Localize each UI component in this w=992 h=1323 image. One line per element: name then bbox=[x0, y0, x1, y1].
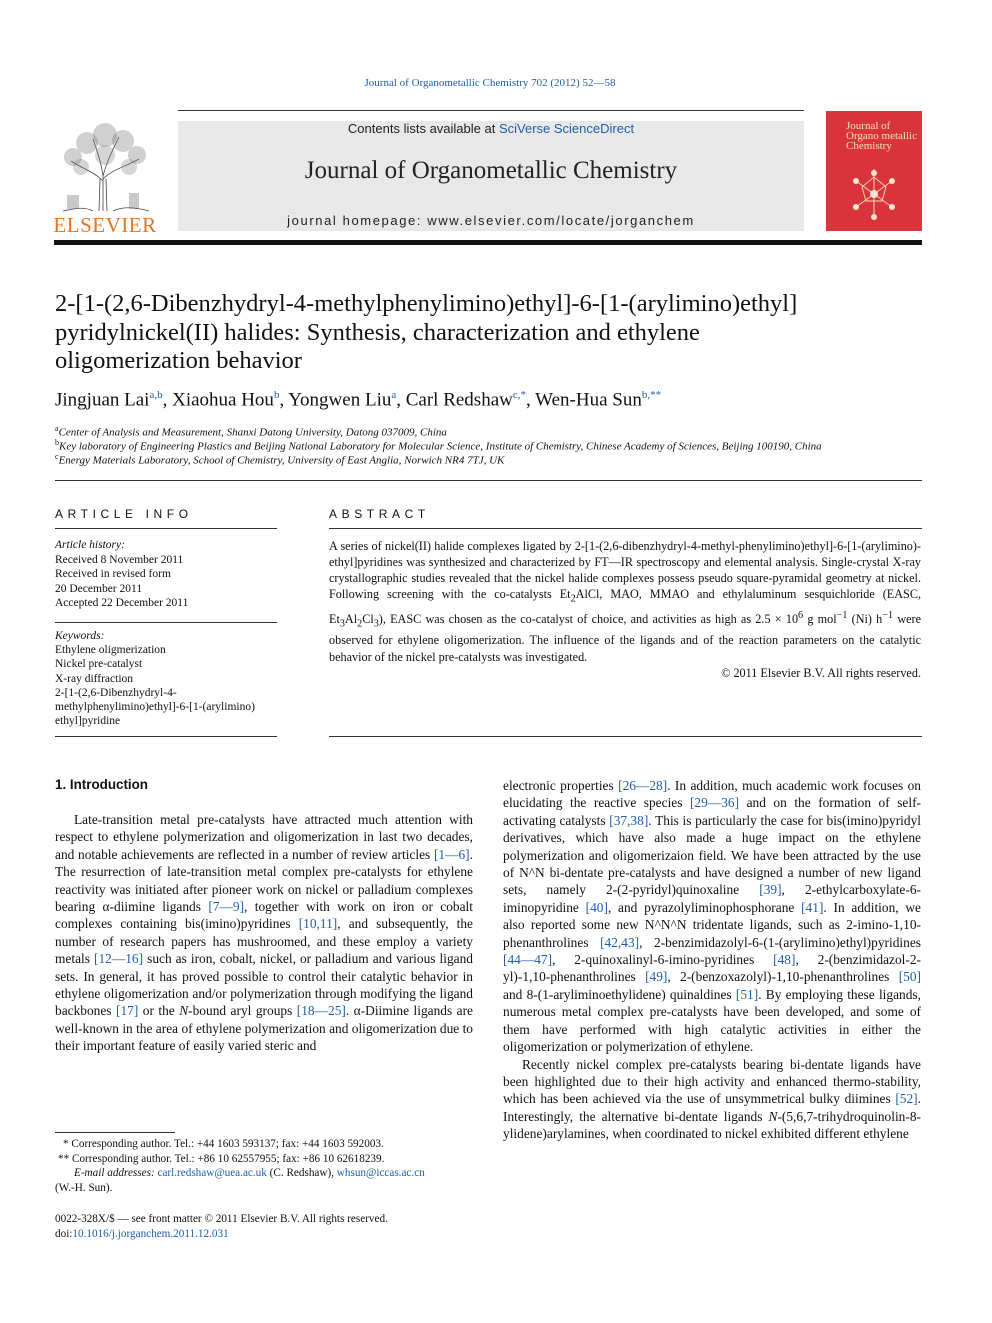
affiliation-text: Energy Materials Laboratory, School of Chemistry, University of East Anglia, Norwich NR4 7TJ, UK bbox=[58, 454, 505, 467]
text: electronic properties bbox=[503, 778, 619, 793]
body-column-left bbox=[55, 811, 473, 1055]
text: . The resurrection of late-transition metal complex pre-catalysts for ethylene reactivity was initiated after pioneer work on nickel or palladium complexes bearing α-diimine ligands bbox=[55, 846, 473, 915]
abstract-fragment: Cl bbox=[362, 611, 374, 626]
subscript: 3 bbox=[339, 618, 345, 630]
citation-link[interactable]: [49] bbox=[645, 969, 668, 985]
abstract-fragment: AlCl, MAO, MMAO and ethylaluminum sesquichloride (EASC, Et bbox=[329, 587, 921, 626]
article-title bbox=[55, 290, 935, 376]
citation-link[interactable]: [52] bbox=[895, 1091, 918, 1107]
citation-link[interactable]: [26—28] bbox=[618, 778, 668, 793]
author-list bbox=[55, 389, 661, 411]
affiliation-rule bbox=[55, 480, 922, 481]
author-name[interactable]: Carl Redshaw bbox=[405, 389, 513, 411]
citation-link[interactable]: [50] bbox=[898, 969, 921, 985]
abstract-fragment: A series of nickel(II) halide complexes ligated by 2-[1-(2,6-dibenzhydryl-4-methyl-phenylimino)ethyl]-6-[1-(arylimino)-ethyl]pyridines was synthesized and characterized by FT—IR spectroscopy and elemental analysis. Single-crystal X-ray crystallographic studies revealed that the nickel halide complexes possess pseudo square-pyramidal geometry at nickel. Following screening with the co-catalysts Et bbox=[329, 539, 921, 602]
author-affil-marker[interactable]: b,** bbox=[641, 389, 662, 401]
citation-link[interactable]: [51] bbox=[735, 986, 759, 1002]
article-info-rule bbox=[55, 528, 277, 529]
author-separator: , bbox=[396, 389, 406, 411]
author-separator: , bbox=[162, 389, 173, 411]
journal-banner bbox=[178, 121, 804, 231]
citation-link[interactable]: [12—16] bbox=[93, 951, 144, 967]
abstract-fragment: g mol bbox=[803, 611, 837, 626]
title-line: 2-[1-(2,6-Dibenzhydryl-4-methylphenylimino)ethyl]-6-[1-(arylimino)ethyl] bbox=[55, 290, 798, 317]
author-affil-marker[interactable]: b bbox=[273, 389, 280, 401]
footnote-rule bbox=[55, 1132, 175, 1133]
author-name[interactable]: Wen-Hua Sun bbox=[535, 389, 642, 411]
affiliation-text: Key laboratory of Engineering Plastics and Beijing National Laboratory for Molecular Science, Institute of Chemistry, Chinese Academy of Sciences, Beijing 100190, China bbox=[59, 440, 822, 453]
title-line: pyridylnickel(II) halides: Synthesis, characterization and ethylene bbox=[55, 318, 700, 346]
author-name[interactable]: Yongwen Liu bbox=[288, 389, 392, 411]
author-affil-marker[interactable]: a,b bbox=[149, 389, 163, 401]
journal-name: Journal of Organometallic Chemistry bbox=[304, 157, 678, 184]
citation-link[interactable]: [40] bbox=[585, 899, 608, 915]
elsevier-tree-icon bbox=[53, 121, 157, 213]
citation-link[interactable]: [7—9] bbox=[208, 899, 245, 915]
abstract-fragment: (Ni) h bbox=[847, 611, 883, 626]
doi-link[interactable]: 10.1016/j.jorganchem.2011.12.031 bbox=[72, 1228, 229, 1240]
text: , 2-benzimidazolyl-6-(1-(arylimino)ethyl)pyridines bbox=[639, 934, 921, 950]
footnote-emails bbox=[55, 1166, 473, 1181]
abstract-rule bbox=[329, 528, 922, 529]
text: , 2-ethylcarboxylate-6-iminopyridine bbox=[503, 882, 921, 915]
citation-link[interactable]: [39] bbox=[759, 882, 782, 898]
abstract-bottom-rule bbox=[329, 736, 922, 737]
footnotes bbox=[55, 1137, 473, 1195]
citation-link[interactable]: [41] bbox=[801, 899, 824, 915]
abstract-copyright: © 2011 Elsevier B.V. All rights reserved. bbox=[721, 666, 921, 680]
abstract-fragment: were observed for ethylene oligomerization. The influence of the ligands and of the reaction parameters on the catalytic behavior of the nickel pre-catalysts was investigated. bbox=[329, 611, 921, 664]
text: , and pyrazolyliminophosphorane bbox=[607, 899, 802, 915]
citation-link[interactable]: [1—6] bbox=[433, 846, 470, 862]
citation-link[interactable]: [18—25] bbox=[296, 1003, 346, 1019]
author-separator: , bbox=[526, 389, 536, 411]
email-owner: (W.-H. Sun). bbox=[55, 1181, 113, 1194]
history-label: Article history: bbox=[55, 539, 125, 551]
elsevier-logo bbox=[53, 121, 157, 237]
keyword-item: Ethylene oligmerization bbox=[55, 644, 166, 657]
affiliation-key: c bbox=[55, 452, 59, 461]
abstract-heading: ABSTRACT bbox=[329, 507, 430, 521]
text-italic: N bbox=[768, 1108, 778, 1124]
keywords-rule bbox=[55, 622, 277, 623]
superscript: 6 bbox=[798, 609, 804, 621]
sciencedirect-link[interactable]: SciVerse ScienceDirect bbox=[498, 121, 635, 136]
text: . By employing these ligands, numerous metal complex pre-catalysts have been developed, and some of them have performed with high catalytic activities in either the oligomerization or polymerization of ethylene. bbox=[503, 986, 921, 1055]
doi-label: doi: bbox=[55, 1228, 73, 1240]
text: and on the formation of self-activating catalysts bbox=[503, 795, 922, 828]
citation-link[interactable]: [37,38] bbox=[609, 812, 649, 828]
subscript: 2 bbox=[570, 593, 576, 605]
affiliation-key: a bbox=[55, 424, 59, 433]
text: , and subsequently, the number of research papers has mushroomed, and these employ a variety metals bbox=[55, 916, 473, 967]
section-heading-introduction: 1. Introduction bbox=[55, 777, 148, 792]
author-name[interactable]: Jingjuan Lai bbox=[55, 389, 150, 411]
author-separator: , bbox=[279, 389, 289, 411]
title-line: oligomerization behavior bbox=[55, 347, 302, 374]
email-owner: (C. Redshaw), bbox=[266, 1167, 337, 1180]
text: . Interestingly, the alternative bi-dentate ligands bbox=[503, 1091, 921, 1124]
article-info-bottom-rule bbox=[55, 736, 277, 737]
email-label: E-mail addresses: bbox=[74, 1167, 155, 1180]
keyword-item: X-ray diffraction bbox=[55, 672, 134, 685]
text: . In addition, we also reported some new N^N^N tridentate ligands, such as 2-imino-1,10-phenanthrolines bbox=[503, 899, 921, 950]
footnote-corresponding-1: * Corresponding author. Tel.: +44 1603 593137; fax: +44 1603 592003. bbox=[63, 1138, 384, 1150]
text: -(5,6,7-trihydroquinolin-8-ylidene)arylamines, when coordinated to nickel exhibited different ethylene bbox=[503, 1108, 921, 1142]
header-thick-rule bbox=[54, 240, 922, 245]
subscript: 2 bbox=[357, 618, 363, 630]
keywords bbox=[55, 629, 277, 728]
keyword-item: Nickel pre-catalyst bbox=[55, 658, 143, 671]
superscript: −1 bbox=[836, 609, 848, 621]
text: -bound aryl groups bbox=[188, 1003, 297, 1019]
history-item: 20 December 2011 bbox=[55, 582, 143, 595]
superscript: −1 bbox=[882, 609, 894, 621]
keyword-item: methylphenylimino)ethyl]-6-[1-(arylimino) bbox=[55, 701, 255, 714]
citation-link[interactable]: [17] bbox=[115, 1003, 139, 1019]
affiliation-text: Center of Analysis and Measurement, Shanxi Datong University, Datong 037009, China bbox=[58, 426, 447, 439]
paragraph bbox=[503, 1056, 921, 1143]
citation-link[interactable]: [48] bbox=[773, 952, 796, 968]
cover-molecule-icon bbox=[826, 111, 922, 231]
citation-link[interactable]: [44—47] bbox=[503, 952, 553, 968]
citation-link[interactable]: [29—36] bbox=[689, 795, 740, 811]
text: . This is particularly the case for bis(imino)pyridyl derivatives, which have also made a huge impact on the ethylene polymerization and oligomerizaion field. We have been attracted by the use of N^N bi-dentate pre-catalysts and have designed a number of new ligand sets, namely 2-(2-pyridyl)quinoxaline bbox=[503, 812, 921, 898]
text: , 2-(benzoxazolyl)-1,10-phenanthrolines bbox=[667, 969, 899, 985]
footnote-corresponding-2: ** Corresponding author. Tel.: +86 10 62557955; fax: +86 10 62618239. bbox=[58, 1152, 385, 1165]
elsevier-wordmark: ELSEVIER bbox=[53, 213, 157, 237]
text: such as iron, cobalt, nickel, or palladium and various ligand sets. In general, it has proved possible to control their catalytic behavior in ethylene oligomerization and/or polymerization through modifying the ligand backbones bbox=[55, 951, 473, 1019]
abstract-text bbox=[329, 538, 921, 665]
affiliation-key: b bbox=[55, 438, 59, 447]
text: . In addition, much academic work focuses on elucidating the reactive species bbox=[503, 778, 921, 811]
abstract-fragment: ), EASC was chosen as the co-catalyst of choice, and activities as high as 2.5 × 10 bbox=[378, 611, 799, 626]
paragraph bbox=[503, 777, 921, 1056]
journal-citation[interactable]: Journal of Organometallic Chemistry 702 (2012) 52—58 bbox=[364, 77, 616, 89]
text: and 8-(1-aryliminoethylidene) quinaldines bbox=[503, 986, 736, 1002]
email-link[interactable]: carl.redshaw@uea.ac.uk bbox=[157, 1167, 267, 1180]
email-link[interactable]: whsun@iccas.ac.cn bbox=[336, 1167, 425, 1180]
journal-homepage[interactable]: journal homepage: www.elsevier.com/locate/jorganchem bbox=[287, 213, 695, 228]
abstract-fragment: Al bbox=[344, 611, 358, 626]
text: or the bbox=[138, 1003, 180, 1019]
keyword-item: ethyl]pyridine bbox=[55, 715, 121, 728]
text: Late-transition metal pre-catalysts have attracted much attention with respect to ethylene polymerization and oligomerization in last two decades, and notable achievements are reflected in a number of review articles bbox=[55, 812, 473, 862]
text: Recently nickel complex pre-catalysts bearing bi-dentate ligands have been highlighted due to their high activity and enhanced thermo-stability, which has been achieved via the use of unsymmetrical bulky diimines bbox=[503, 1056, 921, 1107]
text: . α-Diimine ligands are well-known in the area of ethylene polymerization and oligomerization due to their important feature of easily varied steric and bbox=[55, 1003, 473, 1054]
article-info-heading: ARTICLE INFO bbox=[55, 507, 193, 521]
doi-line bbox=[55, 1227, 388, 1242]
journal-cover-thumbnail[interactable] bbox=[826, 111, 922, 231]
author-name[interactable]: Xiaohua Hou bbox=[172, 389, 274, 411]
history-item: Received in revised form bbox=[55, 568, 171, 580]
subscript: 3 bbox=[373, 618, 379, 630]
history-item: Received 8 November 2011 bbox=[55, 553, 184, 566]
issn-line: 0022-328X/$ — see front matter © 2011 Elsevier B.V. All rights reserved. bbox=[55, 1213, 388, 1225]
contents-line bbox=[178, 121, 804, 136]
history-item: Accepted 22 December 2011 bbox=[55, 597, 189, 609]
text: , together with work on iron or cobalt complexes containing bis(imino)pyridines bbox=[55, 899, 473, 932]
cover-title: Journal of Organo metallic Chemistry bbox=[846, 120, 917, 152]
article-history bbox=[55, 538, 188, 611]
article-meta bbox=[55, 1212, 388, 1242]
citation-link[interactable]: [42,43] bbox=[600, 934, 640, 950]
keyword-item: 2-[1-(2,6-Dibenzhydryl-4- bbox=[55, 686, 177, 699]
affiliation-a bbox=[55, 424, 447, 439]
text: , 2-(benzimidazol-2-yl)-1,10-phenanthrolines bbox=[503, 952, 922, 985]
keywords-label: Keywords: bbox=[55, 630, 105, 642]
citation-link[interactable]: [10,11] bbox=[298, 916, 338, 932]
contents-prefix: Contents lists available at bbox=[347, 121, 499, 136]
author-affil-marker[interactable]: c,* bbox=[512, 389, 526, 401]
header-rule bbox=[178, 110, 804, 111]
author-affil-marker[interactable]: a bbox=[391, 389, 397, 401]
text-italic: N bbox=[179, 1003, 189, 1019]
affiliation-b bbox=[55, 438, 822, 453]
paragraph bbox=[55, 811, 473, 1055]
body-column-right bbox=[503, 777, 921, 1143]
text: , 2-quinoxalinyl-6-imino-pyridines bbox=[552, 952, 774, 968]
affiliation-c bbox=[55, 452, 504, 467]
